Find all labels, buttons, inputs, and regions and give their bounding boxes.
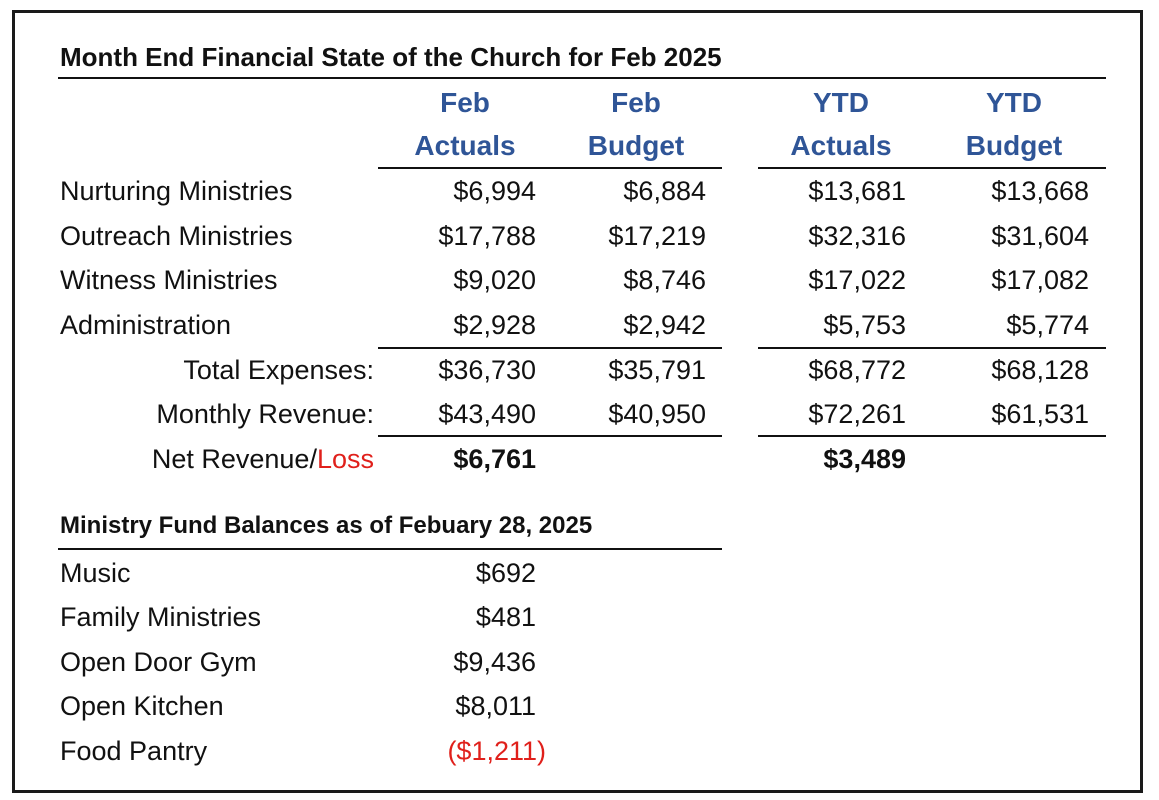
- fund-label: Food Pantry: [60, 736, 208, 766]
- net-revenue-label-text: Net Revenue/: [151, 444, 317, 474]
- monthly-revenue-label: Monthly Revenue:: [156, 399, 374, 429]
- row-label: Nurturing Ministries: [60, 176, 293, 206]
- cell-value: $8,746: [623, 265, 706, 295]
- cell-value: $13,668: [991, 176, 1089, 206]
- cell-value: $17,022: [808, 265, 906, 295]
- cell-value: $5,774: [1006, 310, 1089, 340]
- header-feb-actuals-line1: Feb: [440, 87, 490, 118]
- cell-value: $40,950: [608, 399, 706, 429]
- net-revenue-label: [14, 442, 374, 476]
- cell-value: $9,020: [453, 265, 536, 295]
- report-title: Month End Financial State of the Church for Feb 2025: [60, 42, 722, 72]
- cell-value: $68,128: [991, 355, 1089, 385]
- cell-value: $72,261: [808, 399, 906, 429]
- cell-value: $32,316: [808, 221, 906, 251]
- row-label: Administration: [60, 310, 232, 340]
- header-feb-budget-line1: Feb: [611, 87, 661, 118]
- cell-value: $31,604: [991, 221, 1089, 251]
- feb-header-underline: [378, 167, 722, 169]
- fund-balances-title: Ministry Fund Balances as of Febuary 28, 2025: [60, 512, 593, 539]
- cell-value: $17,788: [438, 221, 536, 251]
- cell-value: $2,942: [623, 310, 706, 340]
- fund-label: Music: [60, 558, 131, 588]
- cell-value: $13,681: [808, 176, 906, 206]
- cell-value: $35,791: [608, 355, 706, 385]
- fund-label: Family Ministries: [60, 602, 262, 632]
- fund-value: $9,436: [453, 647, 536, 677]
- cell-value: $43,490: [438, 399, 536, 429]
- header-ytd-actuals-line2: Actuals: [790, 130, 892, 161]
- fund-value-negative: ($1,211): [447, 736, 546, 766]
- row-label: Witness Ministries: [60, 265, 278, 295]
- feb-detail-underline: [378, 347, 722, 349]
- net-ytd-actual: $3,489: [823, 444, 906, 474]
- header-ytd-budget-line1: YTD: [986, 87, 1042, 118]
- net-loss-label-text: Loss: [316, 444, 374, 474]
- fund-value: $692: [475, 558, 536, 588]
- total-expenses-label: Total Expenses:: [183, 355, 374, 385]
- cell-value: $6,994: [453, 176, 536, 206]
- fund-label: Open Door Gym: [60, 647, 257, 677]
- fund-title-underline: [58, 548, 722, 550]
- feb-totals-underline: [378, 435, 722, 437]
- row-label: Outreach Ministries: [60, 221, 293, 251]
- title-underline: [58, 77, 1106, 79]
- header-ytd-actuals-line1: YTD: [813, 87, 869, 118]
- fund-value: $8,011: [455, 691, 536, 721]
- net-feb-actual: $6,761: [453, 444, 536, 474]
- cell-value: $17,219: [608, 221, 706, 251]
- ytd-header-underline: [758, 167, 1106, 169]
- cell-value: $2,928: [453, 310, 536, 340]
- ytd-totals-underline: [758, 435, 1106, 437]
- ytd-detail-underline: [758, 347, 1106, 349]
- header-feb-actuals-line2: Actuals: [414, 130, 516, 161]
- fund-label: Open Kitchen: [60, 691, 224, 721]
- header-ytd-budget-line2: Budget: [965, 130, 1063, 161]
- cell-value: $68,772: [808, 355, 906, 385]
- cell-value: $5,753: [823, 310, 906, 340]
- cell-value: $61,531: [991, 399, 1089, 429]
- header-feb-budget-line2: Budget: [587, 130, 685, 161]
- cell-value: $6,884: [623, 176, 706, 206]
- fund-value: $481: [475, 602, 536, 632]
- cell-value: $36,730: [438, 355, 536, 385]
- cell-value: $17,082: [991, 265, 1089, 295]
